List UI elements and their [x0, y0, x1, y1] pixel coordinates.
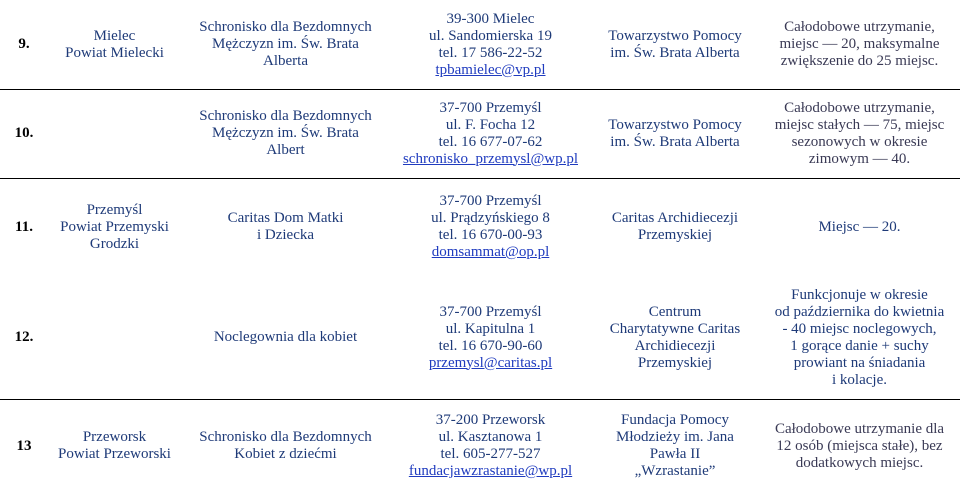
operator-cell	[591, 89, 759, 178]
notes-line: Całodobowe utrzymanie,	[784, 99, 935, 116]
notes-line: prowiant na śniadania	[793, 354, 926, 371]
address-cell	[390, 178, 591, 276]
email-link[interactable]: domsammat@op.pl	[431, 244, 550, 260]
place-city: Mielec	[93, 27, 136, 44]
table-row	[0, 178, 960, 276]
facility-name-line: Schronisko dla Bezdomnych	[199, 19, 372, 35]
facility-name-line: i Dziecka	[256, 227, 315, 243]
email-link[interactable]: fundacjawzrastanie@wp.pl	[408, 463, 573, 479]
operator-line: im. Św. Brata Alberta	[610, 44, 740, 61]
place-city: Przemyśl	[86, 201, 143, 218]
facility-name-line: Caritas Dom Matki	[227, 210, 344, 226]
place-county: Powiat Przemyski	[60, 218, 169, 235]
notes-line: Całodobowe utrzymanie dla	[774, 420, 945, 437]
address-line: 37-700 Przemyśl	[439, 193, 542, 209]
operator-cell	[591, 399, 759, 493]
table-row	[0, 0, 960, 89]
phone-line: tel. 605-277-527	[440, 446, 541, 462]
place-cell	[48, 0, 181, 89]
notes-line: 12 osób (miejsca stałe), bez	[776, 437, 943, 454]
row-number: 12.	[14, 329, 34, 345]
notes-line: Funkcjonuje w okresie	[791, 286, 928, 303]
facility-name-cell	[181, 0, 390, 89]
address-line: ul. Prądzyńskiego 8	[431, 210, 550, 226]
address-cell	[390, 0, 591, 89]
operator-cell	[591, 0, 759, 89]
address-cell	[390, 89, 591, 178]
facility-name-cell	[181, 399, 390, 493]
operator-line: Centrum	[648, 303, 702, 320]
operator-line: Młodzieży im. Jana	[616, 429, 734, 445]
operator-line: Caritas Archidiecezji	[611, 210, 739, 226]
place-county: Powiat Mielecki	[65, 44, 164, 61]
operator-line: Charytatywne Caritas	[609, 320, 741, 337]
notes-line: Całodobowe utrzymanie,	[784, 19, 935, 35]
row-divider	[0, 178, 960, 179]
address-line: 37-700 Przemyśl	[439, 303, 542, 320]
operator-line: „Wzrastanie”	[634, 463, 716, 479]
facility-name-line: Mężczyzn im. Św. Brata	[212, 36, 359, 52]
address-line: 37-200 Przeworsk	[435, 412, 546, 428]
operator-line: Archidiecezji	[634, 337, 716, 354]
address-cell	[390, 276, 591, 399]
phone-line: tel. 17 586-22-52	[438, 44, 543, 61]
phone-line: tel. 16 670-00-93	[438, 227, 543, 243]
row-divider	[0, 399, 960, 400]
row-number: 11.	[15, 218, 33, 235]
notes-line: miejsc stałych — 75, miejsc	[774, 116, 945, 133]
address-line: 39-300 Mielec	[446, 10, 535, 27]
operator-line: im. Św. Brata Alberta	[610, 133, 740, 150]
address-line: ul. Sandomierska 19	[429, 27, 552, 44]
notes-line: sezonowych w okresie	[791, 133, 928, 150]
notes-line: 1 gorące danie + suchy	[790, 337, 929, 354]
operator-line: Przemyskiej	[637, 354, 713, 371]
notes-line: od października do kwietnia	[774, 303, 945, 320]
phone-line: tel. 16 670-90-60	[438, 337, 543, 354]
place-city: Przeworsk	[82, 429, 147, 445]
facility-name-line: Schronisko dla Bezdomnych	[199, 429, 372, 445]
facility-name-line: Kobiet z dziećmi	[234, 446, 337, 462]
notes-line: i kolacje.	[832, 371, 887, 388]
notes-line: - 40 miejsc noclegowych,	[782, 320, 937, 337]
facility-name-line: Albert	[266, 142, 305, 158]
place-county: Powiat Przeworski	[58, 446, 171, 462]
operator-line: Przemyskiej	[637, 227, 713, 243]
notes-cell	[759, 276, 960, 399]
place-county: Grodzki	[89, 235, 140, 252]
operator-line: Pawła II	[649, 446, 701, 462]
address-line: 37-700 Przemyśl	[439, 99, 542, 116]
address-line: ul. Kapitulna 1	[445, 320, 536, 337]
notes-cell	[759, 178, 960, 276]
place-cell	[48, 399, 181, 493]
notes-line: zimowym — 40.	[808, 150, 911, 167]
operator-cell	[591, 276, 759, 399]
facility-name-line: Mężczyzn im. Św. Brata	[212, 125, 359, 141]
address-line: ul. F. Focha 12	[445, 116, 536, 133]
facility-name-line: Alberta	[263, 53, 308, 69]
operator-line: Fundacja Pomocy	[621, 412, 729, 428]
table-row	[0, 399, 960, 493]
table-row	[0, 276, 960, 399]
place-cell	[48, 178, 181, 276]
notes-line: zwiększenie do 25 miejsc.	[780, 53, 939, 69]
email-link[interactable]: tpbamielec@vp.pl	[435, 61, 546, 78]
notes-cell	[759, 0, 960, 89]
notes-line: Miejsc — 20.	[818, 218, 901, 235]
facility-name-cell	[181, 276, 390, 399]
facility-name-line: Schronisko dla Bezdomnych	[199, 108, 372, 124]
operator-line: Towarzystwo Pomocy	[608, 116, 742, 133]
place-cell	[48, 89, 181, 178]
row-number: 9.	[18, 36, 30, 52]
facility-name-cell	[181, 89, 390, 178]
operator-cell	[591, 178, 759, 276]
row-divider	[0, 89, 960, 90]
place-cell	[48, 276, 181, 399]
table-row	[0, 89, 960, 178]
notes-line: dodatkowych miejsc.	[795, 454, 924, 471]
facility-name-line: Noclegownia dla kobiet	[213, 329, 358, 345]
operator-line: Towarzystwo Pomocy	[608, 27, 742, 44]
notes-cell	[759, 89, 960, 178]
row-number: 10.	[14, 125, 34, 141]
address-cell	[390, 399, 591, 493]
notes-line: miejsc — 20, maksymalne	[779, 36, 940, 52]
facility-name-cell	[181, 178, 390, 276]
phone-line: tel. 16 677-07-62	[438, 133, 543, 150]
address-line: ul. Kasztanowa 1	[438, 429, 543, 445]
row-number: 13	[16, 437, 32, 454]
notes-cell	[759, 399, 960, 493]
email-link[interactable]: schronisko_przemysl@wp.pl	[402, 150, 579, 167]
email-link[interactable]: przemysl@caritas.pl	[428, 354, 553, 371]
